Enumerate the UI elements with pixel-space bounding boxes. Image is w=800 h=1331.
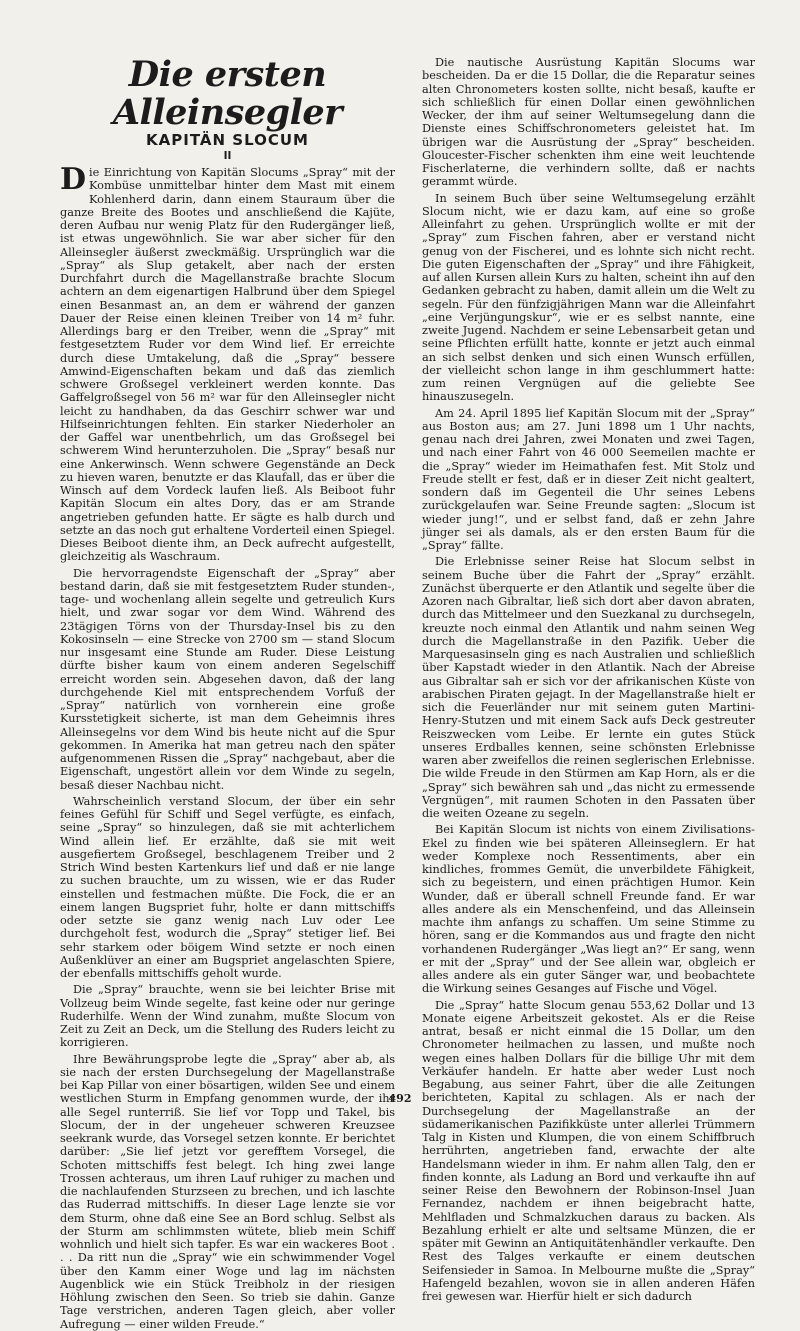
paragraph: Die „Spray“ hatte Slocum genau 553,62 Dollar und 13 Monate eigene Arbeitszeit gekostet. Als er die Reise antrat, besaß er nicht einmal die 15 Dollar, um den Chronometer heilmachen zu lassen, und mußte noch wegen eines halben Dollars für die billige Uhr mit dem Verkäufer handeln. Er hatte aber weder Lust noch Begabung, aus seiner Fahrt, über die alle Zeitungen berichteten, Kapital zu schlagen. Als er nach der Durchsegelung der Magellanstraße an der südamerikanischen Pazifikküste unter allerlei Trümmern Talg in Kisten und Klumpen, die von einem Schiffbruch herrührten, angetrieben fand, erwachte der alte Handelsmann wieder in ihm. Er nahm allen Talg, den er finden konnte, als Ladung an Bord und verkaufte ihn auf seiner Reise den Bewohnern der Robinson-Insel Juan Fernandez, nachdem er ihnen beigebracht hatte, Mehlfladen und Schmalzkuchen daraus zu backen. Als Bezahlung erhielt er alte und seltsame Münzen, die er später mit Gewinn an Antiquitätenhändler verkaufte. Den Rest des Talges verkaufte er einem deutschen Seifensieder in Samoa. In Melbourne mußte die „Spray“ Hafengeld bezahlen, wovon sie in allen anderen Häfen frei gewesen war. Hierfür hielt er sich dadurch — [422, 998, 755, 1303]
paragraph: Am 24. April 1895 lief Kapitän Slocum mit der „Spray“ aus Boston aus; am 27. Juni 1898 um 1 Uhr nachts, genau nach drei Jahren, zwei Monaten und zwei Tagen, und nach einer Fahrt von 46 000 Seemeilen machte er die „Spray“ wieder im Heimathafen fest. Mit Stolz und Freude stellt er fest, daß er in dieser Zeit nicht gealtert, sondern daß im Gegenteil die Uhr seines Lebens zurückgelaufen war. Seine Freunde sagten: „Slocum ist wieder jung!“, und er selbst fand, daß er zehn Jahre jünger sei als damals, als er den ersten Baum für die „Spray“ fällte. — [422, 406, 755, 552]
article-title: Die ersten Alleinsegler — [112, 54, 343, 133]
paragraph: Die hervorragendste Eigenschaft der „Spray“ aber bestand darin, daß sie mit festgesetztem Ruder stunden-, tage- und wochenlang allein segelte und getreulich Kurs hielt, und zwar sogar vor dem Wind. Während des 23tägigen Törns von der Thursday-Insel bis zu den Kokosinseln — eine Strecke von 2700 sm — stand Slocum nur insgesamt eine Stunde am Ruder. Diese Leistung dürfte bisher kaum von einem anderen Segelschiff erreicht worden sein. Abgesehen davon, daß der lang durchgehende Kiel mit entsprechendem Vorfuß der „Spray“ natürlich von vornherein eine große Kursstetigkeit sicherte, ist man dem Geheimnis ihres Alleinsegelns vor dem Wind bis heute nicht auf die Spur gekommen. In Amerika hat man getreu nach den später aufgenommenen Rissen die „Spray“ nachgebaut, aber die Eigenschaft, ungestört allein vor dem Winde zu segeln, besaß dieser Nachbau nicht. — [60, 566, 395, 792]
page-number: 492 — [388, 1092, 412, 1105]
article-part-number: II — [223, 150, 232, 162]
paragraph: Die nautische Ausrüstung Kapitän Slocums war bescheiden. Da er die 15 Dollar, die die Reparatur seines alten Chronometers kosten sollte, nicht besaß, kaufte er sich schließlich für einen Dollar einen gewöhnlichen Wecker, der ihm auf seiner Weltumsegelung dann die Dienste eines Schiffschronometers geleistet hat. Im übrigen war die Ausrüstung der „Spray“ bescheiden. Gloucester-Fischer schenkten ihm eine weit leuchtende Fischerlaterne, die verhindern sollte, daß er nachts gerammt würde. — [422, 56, 755, 189]
left-column — [60, 54, 395, 1331]
article-subtitle: KAPITÄN SLOCUM — [146, 131, 309, 149]
paragraph: In seinem Buch über seine Weltumsegelung erzählt Slocum nicht, wie er dazu kam, auf eine so große Alleinfahrt zu gehen. Ursprünglich wollte er mit der „Spray“ zum Fischen fahren, aber er verstand nicht genug von der Fischerei, und es lohnte sich nicht recht. Die guten Eigenschaften der „Spray“ und ihre Fähigkeit, auf allen Kursen allein Kurs zu halten, scheint ihn auf den Gedanken gebracht zu haben, damit allein um die Welt zu segeln. Für den fünfzigjährigen Mann war die Alleinfahrt „eine Verjüngungskur“, wie er es selbst nannte, eine zweite Jugend. Nachdem er seine Lebensarbeit getan und seine Pflichten erfüllt hatte, konnte er jetzt auch einmal an sich selbst denken und sich einen Wunsch erfüllen, der vielleicht schon lange in ihm geschlummert hatte: zum reinen Vergnügen auf die geliebte See hinauszusegeln. — [422, 191, 755, 404]
drop-cap: D — [60, 162, 87, 197]
paragraph: Wahrscheinlich verstand Slocum, der über ein sehr feines Gefühl für Schiff und Segel verfügte, es einfach, seine „Spray“ so hinzulegen, daß sie mit achterlichem Wind allein lief. Er erzählte, daß sie mit weit ausgefiertem Großsegel, beschlagenem Treiber und 2 Strich Wind besten Kartenkurs lief und daß er nie lange zu suchen brauchte, um zu wissen, wie er das Ruder einstellen und festmachen müßte. Die Fock, die er an einem langen Bugspriet fuhr, holte er dann mittschiffs oder setzte sie ganz wenig nach Luv oder Lee durchgeholt fest, wodurch die „Spray“ stetiger lief. Bei sehr starkem oder böigem Wind setzte er noch einen Außenklüver an einer am Bugspriet angelaschten Spiere, der ebenfalls mittschiffs geholt wurde. — [60, 794, 395, 980]
right-column — [422, 56, 755, 1303]
paragraph — [60, 162, 395, 564]
paragraph: Bei Kapitän Slocum ist nichts von einem Zivilisations-Ekel zu finden wie bei späteren Alleinseglern. Er hat weder Komplexe noch Ressentiments, aber ein kindliches, frommes Gemüt, die unverbildete Fähigkeit, sich zu begeistern, und einen prächtigen Humor. Kein Wunder, daß er überall schnell Freunde fand. Er war alles andere als ein Menschenfeind, und das Alleinsein machte ihm anfangs zu schaffen. Um seine Stimme zu hören, sang er die Kommandos aus und fragte den nicht vorhandenen Rudergänger „Was liegt an?“ Er sang, wenn er mit der „Spray“ und der See allein war, obgleich er alles andere als ein guter Sänger war, und beobachtete die Wirkung seines Gesanges auf Fische und Vögel. — [422, 823, 755, 996]
paragraph: Die „Spray“ brauchte, wenn sie bei leichter Brise mit Vollzeug beim Winde segelte, fast keine oder nur geringe Ruderhilfe. Wenn der Wind zunahm, mußte Slocum von Zeit zu Zeit an Deck, um die Stellung des Ruders leicht zu korrigieren. — [60, 983, 395, 1050]
paragraph-text: ie Einrichtung von Kapitän Slocums „Spray“ mit der Kombüse unmittelbar hinter dem Mast mit einem Kohlenherd darin, dann einem Stauraum über die ganze Breite des Bootes und anschließend die Kajüte, deren Aufbau nur wenig Platz für den Rudergänger ließ, ist etwas ungewöhnlich. Sie war aber sicher für den Alleinsegler äußerst zweckmäßig. Ursprünglich war die „Spray“ als Slup getakelt, aber nach der ersten Durchfahrt durch die Magellanstraße brachte Slocum achtern an dem eigenartigen Halbrund über dem Spiegel einen Besanmast an, an dem er während der ganzen Dauer der Reise einen kleinen Treiber von 14 m² fuhr. Allerdings barg er den Treiber, wenn die „Spray“ mit festgesetztem Ruder vor dem Wind lief. Er erreichte durch diese Umtakelung, daß die „Spray“ bessere Amwind-Eigenschaften bekam und daß das ziemlich schwere Großsegel verkleinert werden konnte. Das Gaffelgroßsegel von 56 m² war für den Alleinsegler nicht leicht zu handhaben, da das Geschirr schwer war und Hilfseinrichtungen fehlten. Ein starker Niederholer an der Gaffel war unentbehrlich, um das Großsegel bei schwerem Wind herunterzuholen. Die „Spray“ besaß nur eine Ankerwinsch. Wenn schwere Gegenstände an Deck zu hieven waren, benutzte er das Klaufall, das er über die Winsch auf dem Vordeck laufen ließ. Als Beiboot fuhr Kapitän Slocum ein altes Dory, das er am Strande angetrieben gefunden hatte. Er sägte es halb durch und setzte an das noch gut erhaltene Vorderteil einen Spiegel. Dieses Beiboot diente ihm, an Deck aufrecht aufgestellt, gleichzeitig als Waschraum. — [60, 166, 395, 564]
paragraph: Ihre Bewährungsprobe legte die „Spray“ aber ab, als sie nach der ersten Durchsegelung der Magellanstraße bei Kap Pillar von einer bösartigen, wilden See und einem westlichen Sturm in Empfang genommen wurde, der ihr alle Segel runterriß. Sie lief vor Topp und Takel, bis Slocum, der in der ungeheuer schweren Kreuzsee seekrank wurde, das Vorsegel setzen konnte. Er berichtet darüber: „Sie lief jetzt vor gerefftem Vorsegel, die Schoten mittschiffs fest belegt. Ich hing zwei lange Trossen achteraus, um ihren Lauf ruhiger zu machen und die nachlaufenden Sturzseen zu brechen, und ich laschte das Ruderrad mittschiffs. In dieser Lage lenzte sie vor dem Sturm, ohne daß eine See an Bord schlug. Selbst als der Sturm am schlimmsten wütete, blieb mein Schiff wohnlich und hielt sich tapfer. Es war ein wackeres Boot . . . Da ritt nun die „Spray“ wie ein schwimmender Vogel über den Kamm einer Woge und lag im nächsten Augenblick wie ein Stück Treibholz in der riesigen Höhlung zwischen den Seen. So trieb sie dahin. Ganze Tage verstrichen, anderen Tagen gleich, aber voller Aufregung — einer wilden Freude.“ — [60, 1052, 395, 1331]
paragraph: Die Erlebnisse seiner Reise hat Slocum selbst in seinem Buche über die Fahrt der „Spray“ erzählt. Zunächst überquerte er den Atlantik und segelte über die Azoren nach Gibraltar, ließ sich dort aber davon abraten, durch das Mittelmeer und den Suezkanal zu durchsegeln, kreuzte noch einmal den Atlantik und nahm seinen Weg durch die Magellanstraße in den Pazifik. Ueber die Marquesasinseln ging es nach Australien und schließlich über Kapstadt wieder in den Atlantik. Nach der Abreise aus Gibraltar sah er sich vor der afrikanischen Küste von arabischen Piraten gejagt. In der Magellanstraße hielt er sich die Feuerländer nur mit seinem guten Martini-Henry-Stutzen und mit einem Sack aufs Deck gestreuter Reiszwecken vom Leibe. Er lernte ein gutes Stück unseres Erdballes kennen, seine schönsten Erlebnisse waren aber zweifellos die reinen seglerischen Erlebnisse. Die wilde Freude in den Stürmen am Kap Horn, als er die „Spray“ sich bewähren sah und „das nicht zu ermessende Vergnügen“, mit raumen Schoten in den Passaten über die weiten Ozeane zu segeln. — [422, 555, 755, 820]
